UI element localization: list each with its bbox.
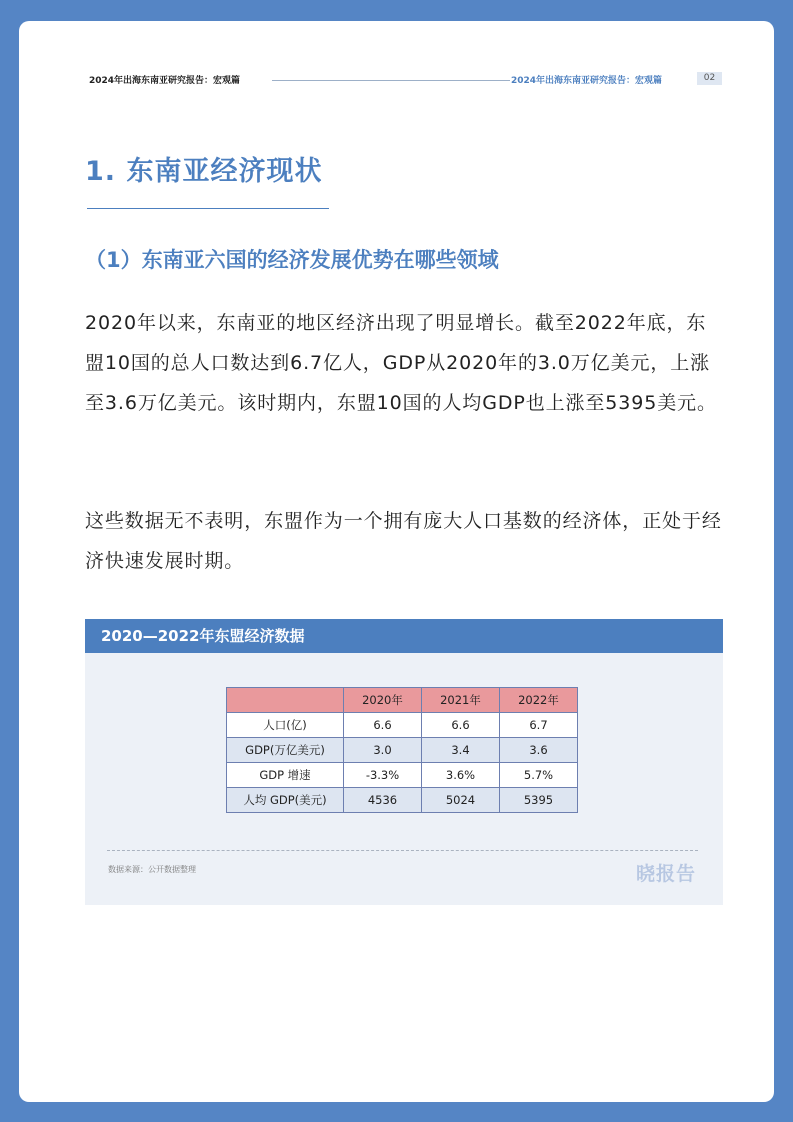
body-paragraph-2: 这些数据无不表明，东盟作为一个拥有庞大人口基数的经济体，正处于经济快速发展时期。 [85,510,722,572]
economic-data-table [226,687,578,813]
data-source-note: 数据来源：公开数据整理 [108,865,196,874]
table-cell: 3.6% [422,763,500,788]
row-label: 人口(亿) [227,713,344,738]
page [19,21,774,1102]
table-cell: 6.6 [344,713,422,738]
table-row [227,788,578,813]
table-cell: 6.7 [500,713,578,738]
section-subtitle: （1）东南亚六国的经济发展优势在哪些领域 [85,248,499,272]
table-header-cell: 2020年 [344,688,422,713]
header-divider [272,80,510,81]
table-header-cell: 2022年 [500,688,578,713]
table-cell: 3.4 [422,738,500,763]
table-cell: 5024 [422,788,500,813]
body-paragraph-1: 2020年以来，东南亚的地区经济出现了明显增长。截至2022年底，东盟10国的总人口数达到6.7亿人，GDP从2020年的3.0万亿美元，上涨至3.6万亿美元。该时期内，东盟10国的人均GDP也上涨至5395美元。 [85,312,717,414]
table-cell: 5395 [500,788,578,813]
table-row [227,713,578,738]
table-cell: 6.6 [422,713,500,738]
row-label: GDP 增速 [227,763,344,788]
table-header-cell: 2021年 [422,688,500,713]
table-header-row [227,688,578,713]
section-title: 1. 东南亚经济现状 [85,156,323,187]
table-row [227,738,578,763]
row-label: GDP(万亿美元) [227,738,344,763]
table-row [227,763,578,788]
data-panel [85,619,723,905]
header-title-right: 2024年出海东南亚研究报告：宏观篇 [511,76,663,86]
panel-title: 2020—2022年东盟经济数据 [85,619,723,653]
brand-watermark: 晓报告 [636,863,697,885]
table-cell: 4536 [344,788,422,813]
table-cell: 3.0 [344,738,422,763]
header-title-left: 2024年出海东南亚研究报告：宏观篇 [89,76,241,86]
row-label: 人均 GDP(美元) [227,788,344,813]
dashed-divider [107,850,698,851]
table-cell: -3.3% [344,763,422,788]
page-number: 02 [697,72,722,85]
table-cell: 5.7% [500,763,578,788]
table-header-cell [227,688,344,713]
table-cell: 3.6 [500,738,578,763]
section-title-underline [87,208,329,209]
